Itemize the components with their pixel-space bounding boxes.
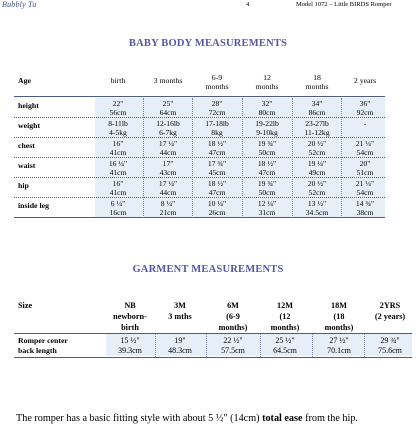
page-header <box>0 0 416 16</box>
row-rule <box>14 137 385 138</box>
ease-note <box>16 413 358 424</box>
garment-imperial: 25 ½" <box>275 336 295 345</box>
measurement-imperial: 25" <box>162 99 174 108</box>
garment-col-rule <box>312 334 313 357</box>
measurement-metric: 49cm <box>308 168 326 177</box>
garment-metric: 75.6cm <box>378 346 402 355</box>
measurement-imperial: 34" <box>311 99 323 108</box>
garment-imperial: 27 ½" <box>329 336 349 345</box>
measurement-metric: 45cm <box>208 168 226 177</box>
garment-col-header: months) <box>218 323 248 332</box>
measurement-imperial: 8 ¼" <box>160 199 176 208</box>
measurement-imperial: 20 ½" <box>307 179 327 188</box>
measurement-metric: 47cm <box>258 168 276 177</box>
measurement-metric: 50cm <box>258 148 276 157</box>
measurement-metric: 44cm <box>159 188 177 197</box>
measurement-metric: 8kg <box>211 128 223 137</box>
measurement-metric: 34.5cm <box>305 208 329 217</box>
garment-col-header: (18 <box>333 312 345 321</box>
measurement-metric: 41cm <box>109 148 127 157</box>
measurement-imperial: 16 ¼" <box>108 159 128 168</box>
row-rule <box>14 117 385 118</box>
body-col-header: 2 years <box>353 76 377 85</box>
col-rule <box>192 98 193 218</box>
measurement-imperial: 6 ¼" <box>110 199 126 208</box>
col-rule <box>341 98 342 218</box>
measurement-metric: 38cm <box>356 208 374 217</box>
row-label: inside leg <box>18 201 49 210</box>
measurement-metric: 52cm <box>308 188 326 197</box>
measurement-imperial: 17 ¾" <box>207 159 227 168</box>
garment-col-header: 2YRS <box>379 301 401 310</box>
measurement-imperial: 28" <box>211 99 223 108</box>
body-col-header: 6-9 months <box>205 73 229 91</box>
brand-logo: Bubbly Tu <box>2 0 37 9</box>
measurement-metric: 9-10kg <box>256 128 278 137</box>
garment-metric: 48.3cm <box>168 346 192 355</box>
measurement-metric: 41cm <box>109 168 127 177</box>
measurement-imperial: 18 ½" <box>207 139 227 148</box>
measurement-imperial: 32" <box>261 99 273 108</box>
measurement-metric: 56cm <box>109 108 127 117</box>
measurement-imperial: 13 ½" <box>307 199 327 208</box>
row-rule <box>14 157 385 158</box>
measurement-metric: 44cm <box>159 148 177 157</box>
measurement-imperial: 20" <box>359 159 371 168</box>
measurement-metric: 51cm <box>356 168 374 177</box>
measurement-imperial: 18 ½" <box>207 179 227 188</box>
garment-measurements-title: GARMENT MEASUREMENTS <box>132 264 284 275</box>
measurement-imperial: 20 ½" <box>307 139 327 148</box>
row-rule <box>14 177 385 178</box>
measurement-imperial: 12 ¼" <box>257 199 277 208</box>
garment-col-header: NB <box>124 301 136 310</box>
garment-col-header: 12M <box>277 301 293 310</box>
garment-col-header: (6-9 <box>226 312 240 321</box>
col-rule <box>292 98 293 218</box>
garment-col-header: (2 years) <box>374 312 406 321</box>
col-rule <box>242 98 243 218</box>
row-rule <box>14 197 385 198</box>
garment-metric: 64.5cm <box>273 346 297 355</box>
body-measurements-title: BABY BODY MEASUREMENTS <box>128 38 288 49</box>
row-label: weight <box>18 121 41 130</box>
measurement-imperial: - <box>363 119 367 128</box>
ease-note-bold: total ease <box>262 413 303 424</box>
garment-imperial: 29 ¾" <box>380 336 400 345</box>
model-title: Model 1072 – Little BIRDS Romper <box>296 1 392 8</box>
garment-col-header: newborn- <box>113 312 147 321</box>
ease-note-text: The romper has a basic fitting style with about 5 ½" (14cm) <box>16 413 263 424</box>
measurement-metric: 16cm <box>109 208 127 217</box>
row-label: height <box>18 101 39 110</box>
measurement-imperial: 10 ¼" <box>207 199 227 208</box>
garment-imperial: 22 ½" <box>223 336 243 345</box>
measurement-metric: 86cm <box>308 108 326 117</box>
table-bottom-rule <box>14 217 385 218</box>
measurement-metric: 50cm <box>258 188 276 197</box>
garment-row-label: back length <box>18 346 57 355</box>
measurement-imperial: 19 ¾" <box>257 179 277 188</box>
measurement-metric: 43cm <box>159 168 177 177</box>
garment-col-header: 3M <box>174 301 186 310</box>
row-label: hip <box>18 181 29 190</box>
measurement-metric: 21cm <box>159 208 177 217</box>
measurement-imperial: 17 ¼" <box>158 139 178 148</box>
measurement-metric: 52cm <box>308 148 326 157</box>
ease-note-tail: from the hip. <box>302 413 358 424</box>
measurement-metric: 47cm <box>208 148 226 157</box>
garment-col-header: 3 mths <box>168 312 192 321</box>
garment-col-header: 6M <box>227 301 239 310</box>
measurement-metric: 54cm <box>356 148 374 157</box>
measurement-imperial: 21 ¼" <box>355 179 375 188</box>
garment-metric: 57.5cm <box>221 346 245 355</box>
measurement-imperial: 36" <box>359 99 371 108</box>
size-header: Size <box>18 301 33 310</box>
measurement-imperial: 19-22lb <box>255 119 279 128</box>
measurement-metric: 80cm <box>258 108 276 117</box>
body-col-header: 3 months <box>153 76 183 85</box>
garment-metric: 39.3cm <box>118 346 142 355</box>
measurement-metric: 47cm <box>208 188 226 197</box>
measurement-imperial: 21 ¼" <box>355 139 375 148</box>
garment-row-label: Romper center <box>18 336 68 345</box>
body-col-header: birth <box>110 76 126 85</box>
measurement-imperial: 19 ¾" <box>257 139 277 148</box>
measurement-imperial: 14 ¾" <box>355 199 375 208</box>
measurement-metric: 64cm <box>159 108 177 117</box>
row-label: waist <box>18 161 36 170</box>
measurement-imperial: 17 ¼" <box>158 179 178 188</box>
measurement-metric: 92cm <box>356 108 374 117</box>
row-label: chest <box>18 141 35 150</box>
measurement-imperial: 17-18lb <box>205 119 229 128</box>
measurement-imperial: 16" <box>112 179 124 188</box>
measurement-imperial: 8-11lb <box>108 119 128 128</box>
garment-bottom-rule <box>14 357 412 358</box>
age-header: Age <box>18 76 31 85</box>
garment-imperial: 19" <box>174 336 186 345</box>
measurement-metric: 41cm <box>109 188 127 197</box>
garment-metric: 70.1cm <box>327 346 351 355</box>
measurement-imperial: 19 ¼" <box>307 159 327 168</box>
measurement-metric: 6-7kg <box>159 128 177 137</box>
col-rule <box>143 98 144 218</box>
measurement-imperial: 18 ½" <box>257 159 277 168</box>
measurement-imperial: 17" <box>162 159 174 168</box>
header-rule <box>14 96 385 97</box>
garment-col-header: months) <box>324 323 354 332</box>
measurement-metric: 11-12kg <box>304 128 330 137</box>
measurement-metric: 54cm <box>356 188 374 197</box>
body-col-header: 18 months <box>305 73 329 91</box>
body-col-header: 12 months <box>255 73 279 91</box>
measurement-imperial: 12-16lb <box>156 119 180 128</box>
measurement-metric: 26cm <box>208 208 226 217</box>
measurement-imperial: 22" <box>112 99 124 108</box>
garment-col-header: birth <box>121 323 139 332</box>
measurement-metric: 31cm <box>258 208 276 217</box>
measurement-imperial: 16" <box>112 139 124 148</box>
measurement-metric: 4-5kg <box>109 128 127 137</box>
garment-imperial: 15 ½" <box>120 336 140 345</box>
garment-col-header: months) <box>270 323 300 332</box>
measurement-metric: 72cm <box>208 108 226 117</box>
garment-col-rule <box>206 334 207 357</box>
garment-col-header: (12 <box>279 312 291 321</box>
page-number: 4 <box>246 1 250 8</box>
measurement-imperial: 23-27lb <box>305 119 329 128</box>
garment-col-header: 18M <box>331 301 347 310</box>
